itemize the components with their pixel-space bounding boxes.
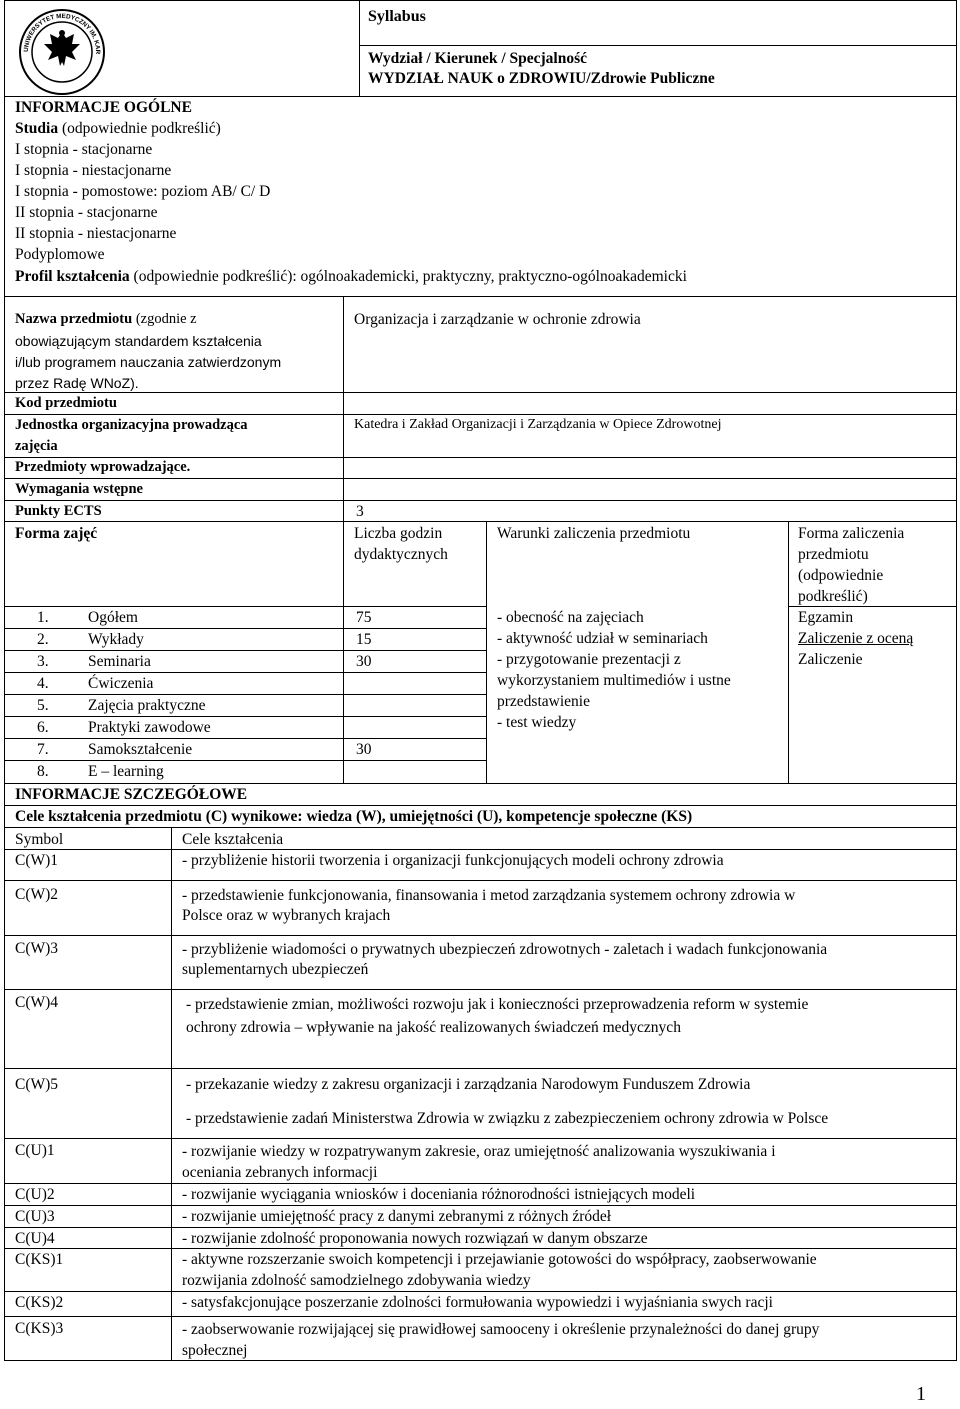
objective-symbol: C(W)5 (15, 1076, 59, 1093)
form-row-name: Zajęcia praktyczne (88, 697, 206, 714)
objective-symbol: C(KS)2 (15, 1294, 64, 1311)
form-row-name: Praktyki zawodowe (88, 719, 211, 736)
objective-text: - przybliżenie historii tworzenia i organizacji funkcjonujących modeli ochrony zdrowia (182, 852, 724, 869)
course-name-value: Organizacja i zarządzanie w ochronie zdrowia (354, 311, 641, 328)
objective-text: - rozwijanie wiedzy w rozpatrywanym zakresie, oraz umiejętność analizowania wyszukiwania i (182, 1143, 776, 1160)
form-row-num: 2. (37, 631, 49, 648)
col-symbol: Symbol (15, 831, 64, 848)
objective-symbol: C(U)4 (15, 1230, 55, 1247)
form-row-hours: 30 (356, 741, 372, 758)
objective-symbol: C(U)3 (15, 1208, 55, 1225)
profile-line: Profil kształcenia (odpowiednie podkreślić): ogólnoakademicki, praktyczny, praktyczno-ogólnoakademicki (15, 268, 687, 285)
form-row-hours: 75 (356, 609, 372, 626)
faculty-value: WYDZIAŁ NAUK o ZDROWIU/Zdrowie Publiczne (368, 70, 715, 87)
condition-item: - obecność na zajęciach (497, 609, 644, 626)
ects-value: 3 (356, 503, 364, 520)
page-number: 1 (916, 1383, 926, 1405)
objective-symbol: C(KS)3 (15, 1320, 64, 1337)
form-row-name: Ćwiczenia (88, 675, 154, 692)
objective-text: - przedstawienie zadań Ministerstwa Zdrowia w związku z zabezpieczeniem ochrony zdrowia w Polsce (186, 1110, 829, 1127)
form-row-num: 8. (37, 763, 49, 780)
objective-symbol: C(KS)1 (15, 1251, 64, 1268)
details-heading: INFORMACJE SZCZEGÓŁOWE (15, 786, 248, 803)
study-level: I stopnia - stacjonarne (15, 141, 153, 158)
study-level: II stopnia - niestacjonarne (15, 225, 177, 242)
faculty-label: Wydział / Kierunek / Specjalność (368, 50, 588, 67)
col-form: Forma zajęć (15, 525, 98, 542)
form-row-name: Ogółem (88, 609, 138, 626)
form-row-hours: 30 (356, 653, 372, 670)
prereq-courses-label: Przedmioty wprowadzające. (15, 459, 191, 475)
objective-text: - aktywne rozszerzanie swoich kompetencji i przejawianie gotowości do współpracy, zaobserwowanie (182, 1251, 817, 1268)
unit-label-2: zajęcia (15, 438, 58, 454)
form-row-num: 4. (37, 675, 49, 692)
ects-label: Punkty ECTS (15, 503, 102, 519)
studies-line: Studia (odpowiednie podkreślić) (15, 120, 221, 137)
form-row-name: E – learning (88, 763, 164, 780)
form-row-hours: 15 (356, 631, 372, 648)
col-assessment: Forma zaliczenia (798, 525, 905, 542)
col-hours-2: dydaktycznych (354, 546, 448, 563)
study-level: II stopnia - stacjonarne (15, 204, 158, 221)
course-name-label-2: obowiązującym standardem kształcenia (15, 333, 262, 349)
condition-item: przedstawienie (497, 693, 590, 710)
study-level: Podyplomowe (15, 246, 105, 263)
condition-item: - przygotowanie prezentacji z (497, 651, 681, 668)
objective-symbol: C(W)4 (15, 994, 59, 1011)
unit-value: Katedra i Zakład Organizacji i Zarządzania w Opiece Zdrowotnej (354, 417, 722, 432)
form-row-name: Seminaria (88, 653, 151, 670)
study-level: I stopnia - niestacjonarne (15, 162, 172, 179)
requirements-label: Wymagania wstępne (15, 481, 143, 497)
objective-text: rozwijania zdolność samodzielnego zdobywania wiedzy (182, 1272, 531, 1289)
assessment-option: Egzamin (798, 609, 854, 626)
col-assessment-3: (odpowiednie (798, 567, 884, 584)
objective-symbol: C(W)2 (15, 886, 59, 903)
condition-item: - test wiedzy (497, 714, 577, 731)
objective-symbol: C(W)3 (15, 940, 59, 957)
course-name-label-3: i/lub programem nauczania zatwierdzonym (15, 354, 282, 370)
objective-text: społecznej (182, 1342, 248, 1359)
col-assessment-4: podkreślić) (798, 588, 868, 605)
form-row-name: Wykłady (88, 631, 144, 648)
objective-text: Polsce oraz w wybranych krajach (182, 907, 391, 924)
objective-text: oceniania zebranych informacji (182, 1164, 378, 1181)
col-assessment-2: przedmiotu (798, 546, 869, 563)
svg-text:UNIWERSYTET MEDYCZNY IM. KAROL: UNIWERSYTET MEDYCZNY IM. KAR (22, 12, 102, 55)
objective-symbol: C(U)1 (15, 1142, 55, 1159)
objective-text: - rozwijanie wyciągania wniosków i doceniania różnorodności istniejących modeli (182, 1186, 696, 1203)
objective-text: suplementarnych ubezpieczeń (182, 961, 369, 978)
condition-item: wykorzystaniem multimediów i ustne (497, 672, 731, 689)
objective-text: - przedstawienie zmian, możliwości rozwoju jak i konieczności przeprowadzenia reform w systemie (186, 996, 809, 1013)
form-row-num: 3. (37, 653, 49, 670)
course-name-label: Nazwa przedmiotu (zgodnie z (15, 311, 197, 327)
assessment-option: Zaliczenie (798, 651, 863, 668)
objective-text: ochrony zdrowia – wpływanie na jakość realizowanych świadczeń medycznych (186, 1019, 681, 1036)
objective-symbol: C(U)2 (15, 1186, 55, 1203)
form-row-num: 1. (37, 609, 49, 626)
form-row-num: 6. (37, 719, 49, 736)
objective-text: - satysfakcjonujące poszerzanie zdolności formułowania wypowiedzi i wyjaśniania swych racji (182, 1294, 773, 1311)
course-name-label-4: przez Radę WNoZ). (15, 375, 139, 391)
unit-label: Jednostka organizacyjna prowadząca (15, 417, 248, 433)
form-row-num: 5. (37, 697, 49, 714)
objective-text: - zaobserwowanie rozwijającej się prawidłowej samooceny i określenie przynależności do danej grupy (182, 1321, 820, 1338)
general-heading: INFORMACJE OGÓLNE (15, 99, 192, 116)
assessment-option-selected: Zaliczenie z oceną (798, 630, 914, 647)
form-row-num: 7. (37, 741, 49, 758)
course-code-label: Kod przedmiotu (15, 395, 117, 411)
university-logo (14, 4, 110, 96)
objective-text: - rozwijanie umiejętność pracy z danymi zebranymi z różnych źródeł (182, 1208, 612, 1225)
study-level: I stopnia - pomostowe: poziom AB/ C/ D (15, 183, 271, 200)
objective-text: - przybliżenie wiadomości o prywatnych ubezpieczeń zdrowotnych - zaletach i wadach funkcjonowania (182, 941, 828, 958)
objective-text: - przedstawienie funkcjonowania, finansowania i metod zarządzania systemem ochrony zdrowia w (182, 887, 796, 904)
objective-symbol: C(W)1 (15, 852, 59, 869)
condition-item: - aktywność udział w seminariach (497, 630, 708, 647)
objectives-heading: Cele kształcenia przedmiotu (C) wynikowe: wiedza (W), umiejętności (U), kompetencje społeczne (KS) (15, 808, 693, 825)
objective-text: - przekazanie wiedzy z zakresu organizacji i zarządzania Narodowym Funduszem Zdrowia (186, 1076, 751, 1093)
form-row-name: Samokształcenie (88, 741, 193, 758)
objective-text: - rozwijanie zdolność proponowania nowych rozwiązań w danym obszarze (182, 1230, 648, 1247)
col-objectives: Cele kształcenia (182, 831, 284, 848)
doc-title: Syllabus (368, 8, 426, 25)
col-conditions: Warunki zaliczenia przedmiotu (497, 525, 691, 542)
col-hours: Liczba godzin (354, 525, 443, 542)
